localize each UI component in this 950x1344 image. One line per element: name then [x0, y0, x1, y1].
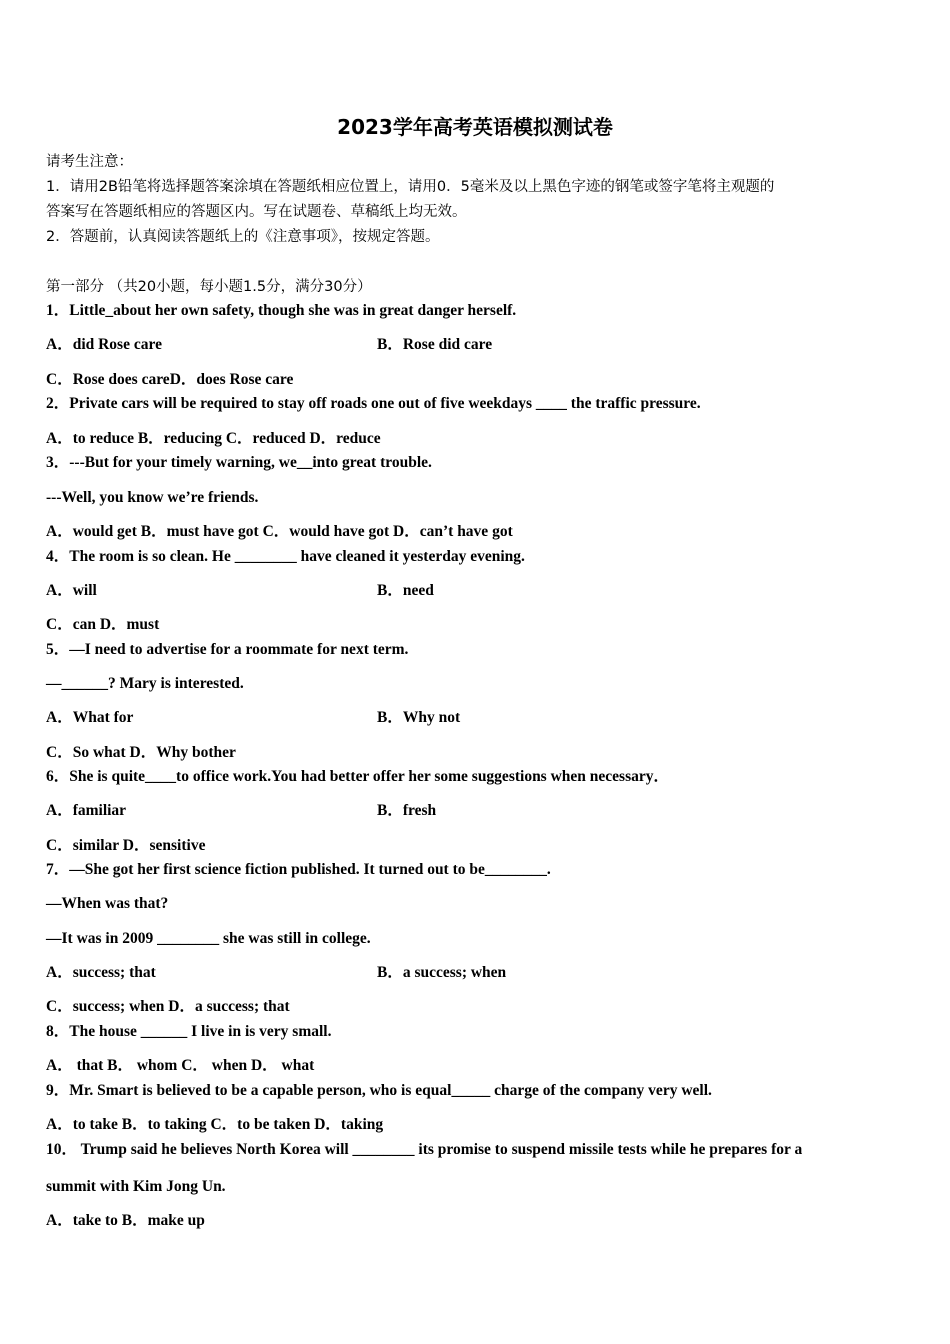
q1-option-a: A．did Rose care: [46, 336, 162, 353]
q10-stem-continued: summit with Kim Jong Un.: [46, 1178, 226, 1195]
q2-stem: 2．Private cars will be required to stay off roads one out of five weekdays ____ the traffic pressure.: [46, 395, 701, 412]
q6-option-a: A．familiar: [46, 802, 127, 819]
q5-options-cd: C．So what D．Why bother: [46, 744, 236, 761]
q3-options: A．would get B．must have got C．would have got D．can’t have got: [46, 523, 513, 540]
q6-option-b: B．fresh: [377, 802, 437, 819]
q7-reply-1: —When was that?: [46, 895, 169, 912]
q5-reply: —______? Mary is interested.: [46, 675, 244, 692]
q7-option-a: A．success; that: [46, 964, 156, 981]
q5-stem: 5．—I need to advertise for a roommate for next term.: [46, 641, 409, 658]
q4-option-a: A．will: [46, 582, 97, 599]
notice-heading: 请考生注意：: [46, 154, 133, 170]
section-heading: 第一部分 （共20小题，每小题1.5分，满分30分）: [46, 279, 372, 295]
q5-option-a: A．What for: [46, 709, 134, 726]
q10-stem: 10． Trump said he believes North Korea will ________ its promise to suspend missile tests while he prepares for a: [46, 1141, 803, 1158]
q1-option-b: B．Rose did care: [377, 336, 493, 353]
q9-stem: 9．Mr. Smart is believed to be a capable person, who is equal_____ charge of the company very well.: [46, 1082, 712, 1099]
q4-stem: 4．The room is so clean. He ________ have cleaned it yesterday evening.: [46, 548, 525, 565]
q7-stem: 7．—She got her first science fiction published. It turned out to be________.: [46, 861, 551, 878]
q10-options: A．take to B．make up: [46, 1212, 205, 1229]
q3-reply: ---Well, you know we’re friends.: [46, 489, 259, 506]
q5-option-b: B．Why not: [377, 709, 461, 726]
notice-line-3: 2．答题前，认真阅读答题纸上的《注意事项》，按规定答题。: [46, 229, 440, 245]
q3-stem: 3．---But for your timely warning, we__into great trouble.: [46, 454, 432, 471]
q4-option-b: B．need: [377, 582, 434, 599]
q7-option-b: B．a success; when: [377, 964, 507, 981]
page-title: 2023学年高考英语模拟测试卷: [337, 115, 613, 139]
q7-options-cd: C．success; when D．a success; that: [46, 998, 290, 1015]
q8-options: A． that B． whom C． when D． what: [46, 1057, 315, 1074]
notice-line-2: 答案写在答题纸相应的答题区内。写在试题卷、草稿纸上均无效。: [46, 204, 467, 220]
notice-line-1: 1．请用2B铅笔将选择题答案涂填在答题纸相应位置上，请用0．5毫米及以上黑色字迹的钢笔或签字笔将主观题的: [46, 179, 775, 195]
q7-reply-2: —It was in 2009 ________ she was still in college.: [46, 930, 371, 947]
q9-options: A．to take B．to taking C．to be taken D．taking: [46, 1116, 384, 1133]
q8-stem: 8．The house ______ I live in is very small.: [46, 1023, 332, 1040]
q6-options-cd: C．similar D．sensitive: [46, 837, 206, 854]
q1-options-cd: C．Rose does careD．does Rose care: [46, 371, 294, 388]
q2-options: A．to reduce B．reducing C．reduced D．reduce: [46, 430, 381, 447]
q4-options-cd: C．can D．must: [46, 616, 160, 633]
q6-stem: 6．She is quite____to office work.You had better offer her some suggestions when necessary．: [46, 768, 669, 785]
q1-stem: 1．Little_about her own safety, though she was in great danger herself.: [46, 302, 517, 319]
